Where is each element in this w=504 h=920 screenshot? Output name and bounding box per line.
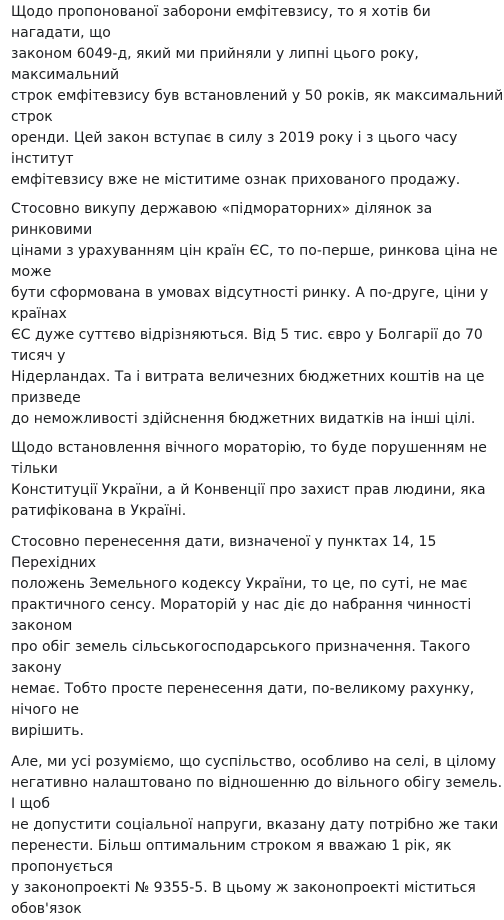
paragraph-emphyteusis: Щодо пропонованої заборони емфітевзису, то я хотів би нагадати, що законом 6049-д, який ми прийняли у липні цього року, максимальний строк емфітевзису був встановлений у 50 років, як максимальний строк оренди. Цей закон вступає в силу з 2019 року і з цього часу інститут емфітевзису вже не міститиме ознак прихованого продажу. (11, 4, 504, 188)
paragraph-state-buyout: Стосовно викупу державою «підмораторних» ділянок за ринковими цінами з урахуванням цін країн ЄС, то по-перше, ринкова ціна не може бути сформована в умовах відсутності ринку. А по-друге, ціни у країнах ЄС дуже суттєво відрізняються. Від 5 тис. євро у Болгарії до 70 тисяч у Нідерландах. Та і витрата величезних бюджетних коштів на це призведе до неможливості здійснення бюджетних видатків на інші цілі. (11, 201, 498, 427)
paragraph-society-opinion: Але, ми усі розуміємо, що суспільство, особливо на селі, в цілому негативно налаштовано по відношенню до вільного обігу земель. І щоб не допустити соціальної напруги, вказану дату потрібно же таки перенести. Більш оптимальним строком я вважаю 1 рік, як пропонується у законопроекті № 9355-5. В цьому ж законопроекті міститься обов'язок (11, 754, 503, 917)
paragraph-eternal-moratorium: Щодо встановлення вічного мораторію, то буде порушенням не тільки Конституції України, а й Конвенції про захист прав людини, яка ратифікована в Україні. (11, 440, 487, 519)
paragraph-date-postponement: Стосовно перенесення дати, визначеної у пунктах 14, 15 Перехідних положень Земельного кодексу України, то це, по суті, не має практичного сенсу. Мораторій у нас діє до набрання чинності законом про обіг земель сільськогосподарського призначення. Такого закону немає. Тобто просте перенесення дати, по-великому рахунку, нічого не вирішить. (11, 534, 475, 739)
